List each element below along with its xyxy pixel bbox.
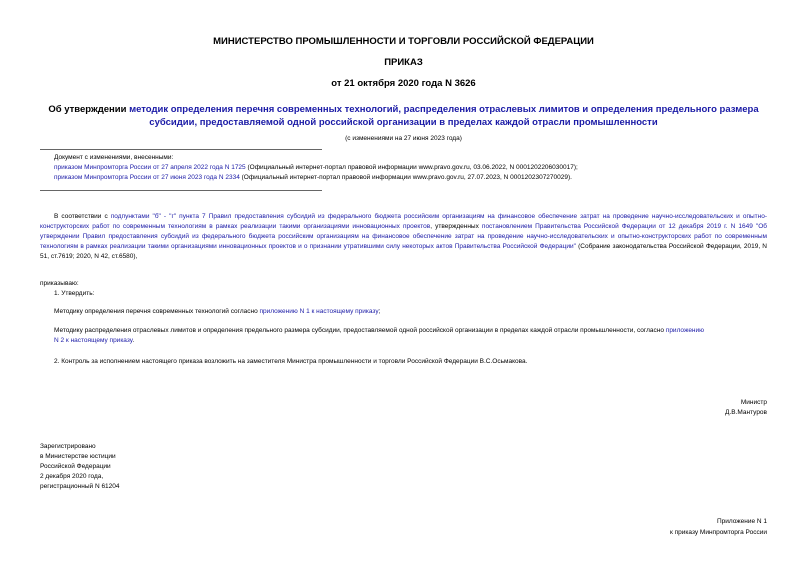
registration-line: в Министерстве юстиции [40, 453, 116, 460]
registration-line: Зарегистрировано [40, 443, 96, 450]
preamble-link-rules[interactable]: подпунктами "б" - "г" пункта 7 Правил предоставления субсидий из федерального бюджета российским организациям на финансовое обеспечение затрат на проведение научно-исследовательских и опытно-конструкторских работ по современным технологиям в рамках реализации такими организациями инновационных проектов [40, 213, 768, 230]
method-1-text: Методику определения перечня современных технологий согласно [54, 308, 260, 315]
method-1 [54, 307, 767, 317]
preamble-text-3: (Собрание законодательства Российской Федерации, 2019, N 51, ст.7619; 2020, N 42, ст.6580), [40, 243, 767, 260]
signature-name: Д.В.Мантуров [725, 409, 767, 416]
divider-top [40, 149, 322, 150]
appendix-2-link-b[interactable]: N 2 к настоящему приказу [54, 337, 133, 344]
change-text-2: (Официальный интернет-портал правовой информации www.pravo.gov.ru, 27.07.2023, N 0001202307270029). [239, 174, 572, 181]
method-2-text: Методику распределения отраслевых лимитов и определения предельного размера субсидии, предоставляемой одной российской организации в пределах каждой отрасли промышленности, согласно [54, 327, 666, 334]
method-1-end: ; [378, 308, 381, 315]
registration-line: регистрационный N 61204 [40, 483, 120, 490]
title-prefix: Об утверждении [48, 104, 130, 115]
method-2-cont [54, 336, 134, 346]
divider-bottom [40, 190, 322, 191]
date-number: от 21 октября 2020 года N 3626 [331, 78, 476, 89]
item-2: 2. Контроль за исполнением настоящего приказа возложить на заместителя Министра промышленности и торговли Российской Федерации В.С.Осьмакова. [54, 358, 528, 365]
preamble-paragraph [40, 212, 767, 262]
registration-block [40, 442, 120, 492]
change-text-1: (Официальный интернет-портал правовой информации www.pravo.gov.ru, 03.06.2022, N 0001202206030017); [245, 164, 578, 171]
edition-note: (с изменениями на 27 июня 2023 года) [345, 135, 462, 142]
registration-line: 2 декабря 2020 года, [40, 473, 104, 480]
title-link[interactable]: методик определения перечня современных технологий, распределения отраслевых лимитов и определения предельного размера субсидии, предоставляемой одной российской организации в пределах каждой отрасли промышленности [129, 104, 759, 128]
appendix-1-link[interactable]: приложению N 1 к настоящему приказу [259, 308, 379, 315]
registration-line: Российской Федерации [40, 463, 111, 470]
preamble-text-2: , утвержденных [430, 223, 482, 230]
doc-type: ПРИКАЗ [384, 57, 423, 68]
signature-position: Министр [740, 399, 767, 406]
changes-intro: Документ с изменениями, внесенными: [54, 154, 174, 161]
change-item [54, 173, 784, 183]
order-word: приказываю: [40, 280, 79, 287]
method-2-end: . [132, 337, 135, 344]
preamble-link-decree[interactable]: постановлением Правительства Российской Федерации от 12 декабря 2019 г. N 1649 "Об утверждении Правил предоставления субсидий из федерального бюджета российским организациям на финансовое обеспечение затрат на проведение научно-исследовательских и опытно-конструкторских работ по современным технологиям в рамках реализации такими организациями инновационных проектов и о признании утратившими силу некоторых актов Правительства Российской Федерации" [40, 223, 767, 250]
change-link-1[interactable]: приказом Минпромторга России от 27 апреля 2022 года N 1725 [54, 164, 246, 171]
preamble-text-1: В соответствии с [54, 213, 111, 220]
changes-block [54, 153, 784, 183]
change-item [54, 163, 784, 173]
change-link-2[interactable]: приказом Минпромторга России от 27 июня 2023 года N 2334 [54, 174, 240, 181]
ministry-heading: МИНИСТЕРСТВО ПРОМЫШЛЕННОСТИ И ТОРГОВЛИ РОССИЙСКОЙ ФЕДЕРАЦИИ [213, 36, 594, 47]
appendix-label: Приложение N 1 [716, 518, 767, 525]
method-2 [54, 326, 767, 336]
document-title [40, 103, 767, 129]
item-1: 1. Утвердить: [54, 290, 95, 297]
appendix-ref: к приказу Минпромторга России [670, 529, 767, 536]
appendix-2-link-a[interactable]: приложению [665, 327, 705, 334]
